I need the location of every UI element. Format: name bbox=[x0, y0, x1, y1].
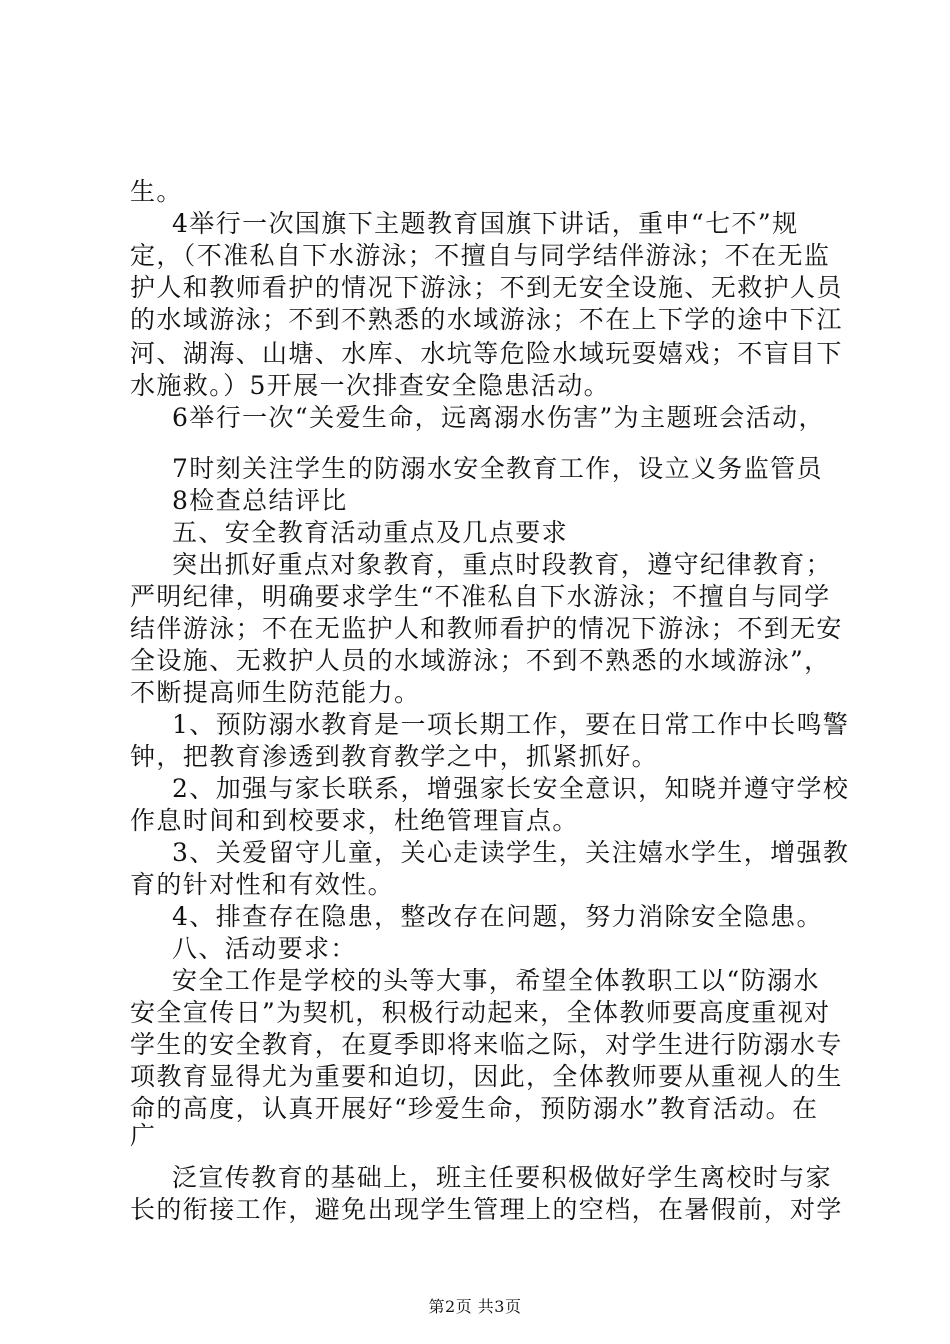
text-line: 钟，把教育渗透到教育教学之中，抓紧抓好。 bbox=[130, 742, 659, 771]
text-line: 作息时间和到校要求，杜绝管理盲点。 bbox=[130, 806, 579, 835]
page-number-footer: 第2页 共3页 bbox=[428, 1297, 522, 1316]
text-line: 安全宣传日”为契机，积极行动起来，全体教师要高度重视对 bbox=[130, 998, 831, 1027]
text-line: 突出抓好重点对象教育，重点时段教育，遵守纪律教育； bbox=[172, 550, 833, 579]
text-line: 4、排查存在隐患，整改存在问题，努力消除安全隐患。 bbox=[172, 902, 823, 931]
text-line: 生。 bbox=[130, 177, 183, 206]
text-line: 8检查总结评比 bbox=[172, 486, 348, 515]
text-line: 结伴游泳；不在无监护人和教师看护的情况下游泳；不到无安 bbox=[130, 614, 843, 643]
text-line: 育的针对性和有效性。 bbox=[130, 870, 395, 899]
text-line: 安全工作是学校的头等大事，希望全体教职工以“防溺水 bbox=[172, 966, 820, 995]
text-line: 严明纪律，明确要求学生“不准私自下水游泳；不擅自与同学 bbox=[130, 582, 831, 611]
section-heading: 五、安全教育活动重点及几点要求 bbox=[172, 518, 569, 547]
text-line: 泛宣传教育的基础上，班主任要积极做好学生离校时与家 bbox=[172, 1163, 833, 1192]
text-line: 4举行一次国旗下主题教育国旗下讲话，重申“七不”规 bbox=[172, 209, 799, 238]
text-line: 1、预防溺水教育是一项长期工作，要在日常工作中长鸣警 bbox=[172, 710, 850, 739]
text-line: 学生的安全教育，在夏季即将来临之际，对学生进行防溺水专 bbox=[130, 1030, 843, 1059]
text-line: 河、湖海、山塘、水库、水坑等危险水域玩耍嬉戏；不盲目下 bbox=[130, 339, 843, 368]
text-line: 全设施、无救护人员的水域游泳；不到不熟悉的水域游泳”， bbox=[130, 646, 831, 675]
text-line: 广 bbox=[130, 1121, 157, 1150]
text-line: 长的衔接工作，避免出现学生管理上的空档，在暑假前，对学 bbox=[130, 1195, 843, 1224]
text-line: 3、关爱留守儿童，关心走读学生，关注嬉水学生，增强教 bbox=[172, 838, 850, 867]
section-heading: 八、活动要求： bbox=[172, 934, 357, 963]
text-line: 命的高度，认真开展好“珍爱生命，预防溺水”教育活动。在 bbox=[130, 1094, 819, 1123]
text-line: 项教育显得尤为重要和迫切，因此，全体教师要从重视人的生 bbox=[130, 1062, 843, 1091]
text-line: 定，（不准私自下水游泳；不擅自与同学结伴游泳；不在无监 bbox=[130, 241, 831, 270]
text-line: 6举行一次“关爱生命，远离溺水伤害”为主题班会活动， bbox=[172, 403, 825, 432]
text-line: 的水域游泳；不到不熟悉的水域游泳；不在上下学的途中下江 bbox=[130, 305, 843, 334]
text-line: 2、加强与家长联系，增强家长安全意识，知晓并遵守学校 bbox=[172, 774, 850, 803]
text-line: 水施救。）5开展一次排查安全隐患活动。 bbox=[130, 371, 611, 400]
text-line: 护人和教师看护的情况下游泳；不到无安全设施、无救护人员 bbox=[130, 273, 843, 302]
text-line: 7时刻关注学生的防溺水安全教育工作，设立义务监管员 bbox=[172, 454, 823, 483]
text-line: 不断提高师生防范能力。 bbox=[130, 678, 421, 707]
